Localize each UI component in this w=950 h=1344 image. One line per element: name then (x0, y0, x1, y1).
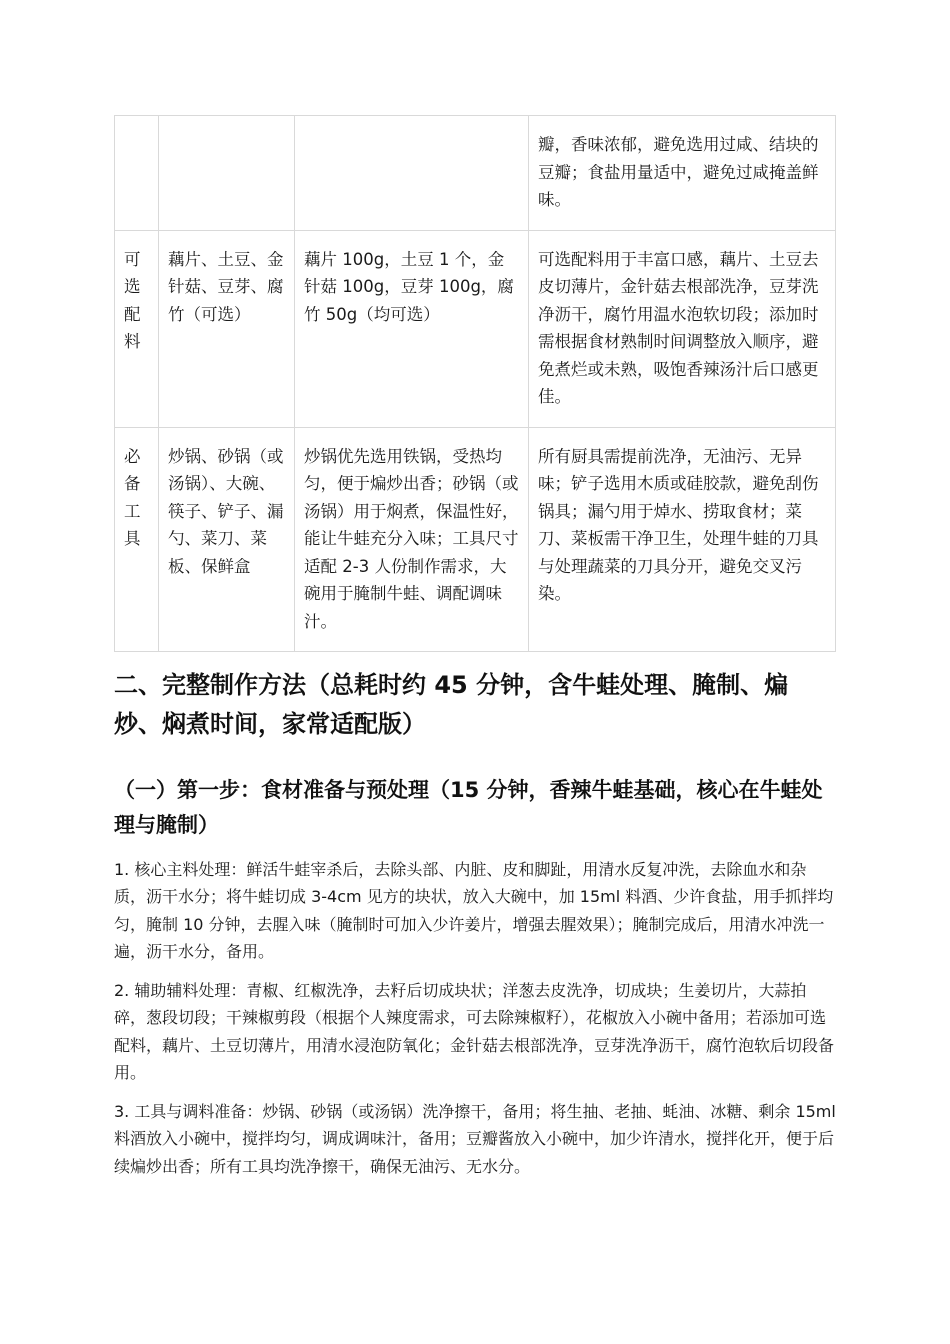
amount-cell: 藕片 100g，土豆 1 个，金针菇 100g，豆芽 100g，腐竹 50g（均可选） (295, 230, 529, 427)
table-row (115, 116, 836, 231)
category-cell (115, 116, 159, 231)
table-row (115, 427, 836, 652)
category-cell: 必备工具 (115, 427, 159, 652)
table-row (115, 230, 836, 427)
section-heading: 二、完整制作方法（总耗时约 45 分钟，含牛蛙处理、腌制、煸炒、焖煮时间，家常适配版） (114, 671, 789, 738)
amount-cell (295, 116, 529, 231)
amount-cell: 炒锅优先选用铁锅，受热均匀，便于煸炒出香；砂锅（或汤锅）用于焖煮，保温性好，能让牛蛙充分入味；工具尺寸适配 2-3 人份制作需求，大碗用于腌制牛蛙、调配调味汁。 (295, 427, 529, 652)
subsection-heading: （一）第一步：食材准备与预处理（15 分钟，香辣牛蛙基础，核心在牛蛙处理与腌制） (114, 778, 823, 837)
items-cell: 藕片、土豆、金针菇、豆芽、腐竹（可选） (159, 230, 295, 427)
notes-cell: 瓣，香味浓郁，避免选用过咸、结块的豆瓣；食盐用量适中，避免过咸掩盖鲜味。 (529, 116, 836, 231)
step-paragraph: 1. 核心主料处理：鲜活牛蛙宰杀后，去除头部、内脏、皮和脚趾，用清水反复冲洗，去除血水和杂质，沥干水分；将牛蛙切成 3-4cm 见方的块状，放入大碗中，加 15ml 料酒、少许食盐，用手抓拌均匀，腌制 10 分钟，去腥入味（腌制时可加入少许姜片，增强去腥效果）；腌制完成后，用清水冲洗一遍，沥干水分，备用。 (114, 860, 834, 961)
step-paragraph: 2. 辅助辅料处理：青椒、红椒洗净，去籽后切成块状；洋葱去皮洗净，切成块；生姜切片，大蒜拍碎，葱段切段；干辣椒剪段（根据个人辣度需求，可去除辣椒籽），花椒放入小碗中备用；若添加可选配料，藕片、土豆切薄片，用清水浸泡防氧化；金针菇去根部洗净，豆芽洗净沥干，腐竹泡软后切段备用。 (114, 981, 835, 1082)
items-cell (159, 116, 295, 231)
notes-cell: 可选配料用于丰富口感，藕片、土豆去皮切薄片，金针菇去根部洗净，豆芽洗净沥干，腐竹用温水泡软切段；添加时需根据食材熟制时间调整放入顺序，避免煮烂或未熟，吸饱香辣汤汁后口感更佳。 (529, 230, 836, 427)
category-cell: 可选配料 (115, 230, 159, 427)
ingredients-table (114, 115, 836, 652)
items-cell: 炒锅、砂锅（或汤锅）、大碗、筷子、铲子、漏勺、菜刀、菜板、保鲜盒 (159, 427, 295, 652)
notes-cell: 所有厨具需提前洗净，无油污、无异味；铲子选用木质或硅胶款，避免刮伤锅具；漏勺用于焯水、捞取食材；菜刀、菜板需干净卫生，处理牛蛙的刀具与处理蔬菜的刀具分开，避免交叉污染。 (529, 427, 836, 652)
step-paragraph: 3. 工具与调料准备：炒锅、砂锅（或汤锅）洗净擦干，备用；将生抽、老抽、蚝油、冰糖、剩余 15ml 料酒放入小碗中，搅拌均匀，调成调味汁，备用；豆瓣酱放入小碗中，加少许清水，搅拌化开，便于后续煸炒出香；所有工具均洗净擦干，确保无油污、无水分。 (114, 1102, 836, 1176)
